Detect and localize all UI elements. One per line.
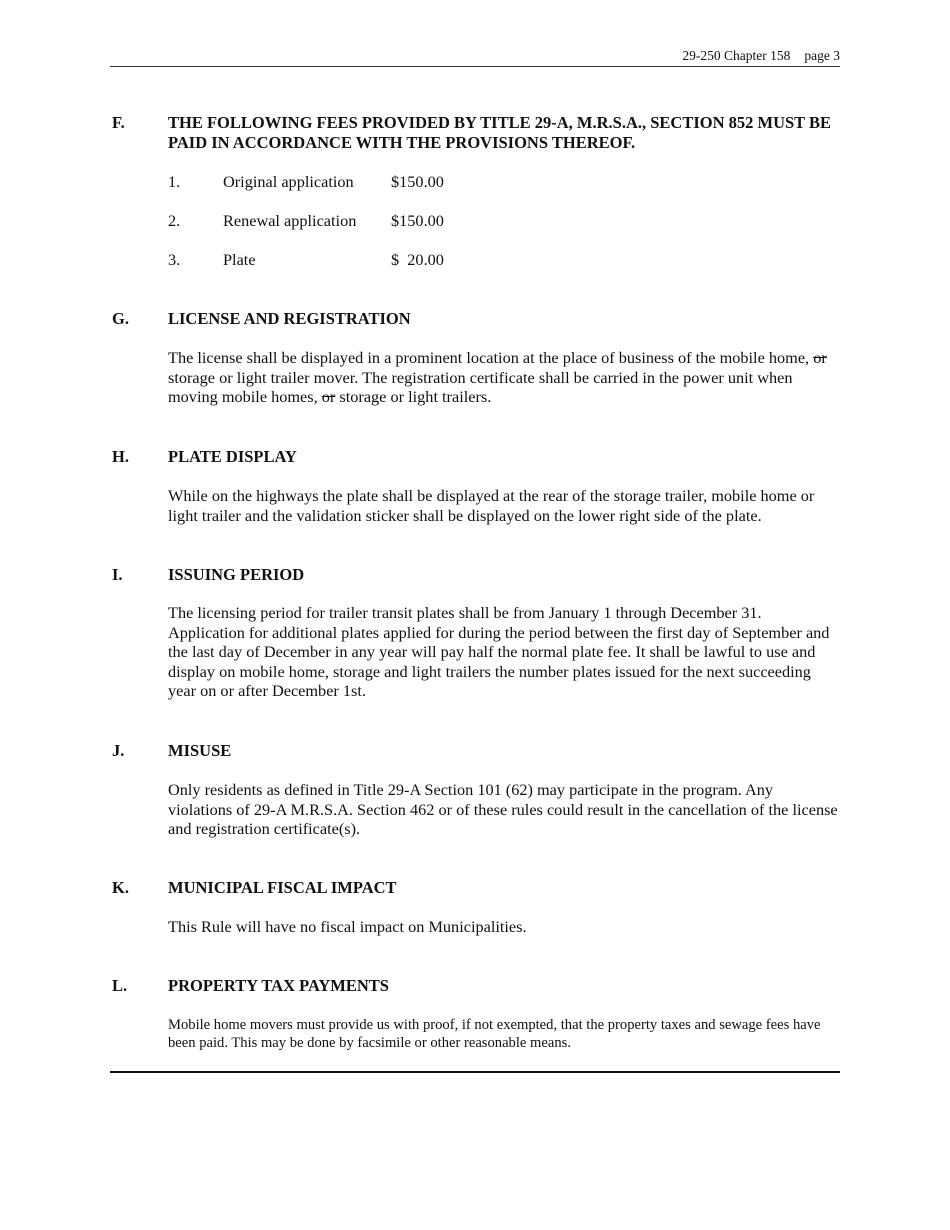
body-text: storage or light trailer mover. The registration certificate shall be carried in the power unit when moving mobile homes, [168,367,793,407]
fee-name: Plate [223,250,256,269]
header-rule [110,66,840,67]
section-letter: H. [112,447,129,466]
page-header [110,47,840,65]
section-title: PLATE DISPLAY [168,447,297,466]
section-k-body: This Rule will have no fiscal impact on Municipalities. [168,917,527,936]
section-title: PROPERTY TAX PAYMENTS [168,976,389,995]
struck-text: or [813,348,827,367]
section-letter: K. [112,878,129,897]
section-letter: L. [112,976,128,995]
fee-amount: $150.00 [391,211,444,230]
section-title: THE FOLLOWING FEES PROVIDED BY TITLE 29-A, M.R.S.A., SECTION 852 MUST BE PAID IN ACCORDANCE WITH THE PROVISIONS THEREOF. [168,113,832,152]
fee-name: Original application [223,172,354,191]
page-number: page 3 [804,48,840,63]
chapter-reference: 29-250 Chapter 158 [682,48,791,63]
section-letter: J. [112,741,125,760]
footer-rule [110,1071,840,1073]
section-title: MUNICIPAL FISCAL IMPACT [168,878,397,897]
body-text: The license shall be displayed in a prominent location at the place of business of the mobile home, [168,348,814,367]
fee-amount: $150.00 [391,172,444,191]
fee-name: Renewal application [223,211,357,230]
section-letter: I. [112,565,123,584]
section-title: ISSUING PERIOD [168,565,305,584]
section-title: LICENSE AND REGISTRATION [168,309,411,328]
body-text: storage or light trailers. [335,387,492,407]
struck-text: or [321,387,336,407]
section-letter: F. [112,113,125,132]
section-g-body [168,348,838,407]
fee-number: 1. [168,172,181,191]
fee-number: 3. [168,250,181,269]
section-j-body: Only residents as defined in Title 29-A Section 101 (62) may participate in the program. Any violations of 29-A M.R.S.A. Section 462 or of these rules could result in the cancellation of the license and registration certificate(s). [168,780,838,839]
fee-number: 2. [168,211,181,230]
section-title: MISUSE [168,741,232,760]
section-letter: G. [112,309,129,328]
section-l-body: Mobile home movers must provide us with proof, if not exempted, that the property taxes and sewage fees have been paid. This may be done by facsimile or other reasonable means. [168,1017,821,1051]
fee-amount: $ 20.00 [391,250,444,269]
section-i-body: The licensing period for trailer transit plates shall be from January 1 through December 31. Application for additional plates applied for during the period between the first day of September and the last day of December in any year will pay half the normal plate fee. It shall be lawful to use and display on mobile home, storage and light trailers the number plates issued for the next succeeding year on or after December 1st. [168,603,830,701]
section-h-body: While on the highways the plate shall be displayed at the rear of the storage trailer, mobile home or light trailer and the validation sticker shall be displayed on the lower right side of the plate. [168,486,815,525]
